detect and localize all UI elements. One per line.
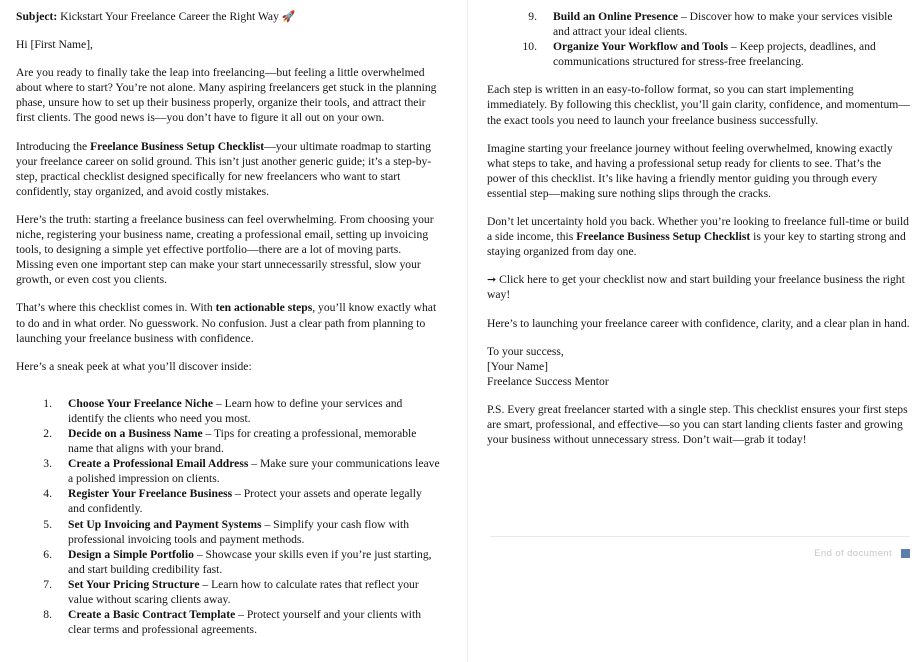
paragraph-steps-promise — [16, 300, 440, 345]
list-item-title: Build an Online Presence — [553, 10, 679, 23]
end-of-document-label: End of document — [814, 548, 892, 559]
paragraph-each-step: Each step is written in an easy-to-follow format, so you can start implementing immediately. By following this checklist, you’ll gain clarity, confidence, and momentum—the exact tools you need to launch your freelance business successfully. — [487, 83, 910, 127]
list-item-description: – Protect your assets and operate legally and confidently. — [68, 487, 422, 516]
document-footer — [490, 536, 910, 559]
list-item-description: – Discover how to make your services visible and attract your ideal clients. — [553, 10, 893, 39]
list-item-title: Create a Professional Email Address — [68, 457, 249, 471]
end-of-document-row — [490, 548, 910, 559]
paragraph-steps-pre: That’s where this checklist comes in. With — [16, 301, 216, 315]
list-item-number: 5. — [43, 517, 52, 531]
paragraph-introducing-pre: Introducing the — [16, 139, 91, 153]
list-item-number: 2. — [43, 426, 52, 440]
list-item-description: – Showcase your skills even if you’re just starting, and start building credibility fast. — [68, 547, 432, 576]
subject-line — [16, 9, 440, 24]
list-item-title: Register Your Freelance Business — [68, 487, 233, 501]
list-item-number: 7. — [43, 577, 52, 591]
paragraph-heres-to: Here’s to launching your freelance career with confidence, clarity, and a clear plan in hand. — [487, 316, 910, 330]
list-item — [16, 607, 440, 637]
list-item — [487, 39, 910, 69]
signoff-title: Freelance Success Mentor — [487, 374, 609, 388]
list-item — [16, 456, 440, 486]
paragraph-introducing-post: —your ultimate roadmap to starting your freelance career on solid ground. This isn’t just another generic guide; it’s a step-by-step, practical checklist designed specifically for new freelancers who want to start confidently, stay organized, and avoid costly mistakes. — [16, 139, 432, 198]
list-item-description: – Simplify your cash flow with professional invoicing tools and payment methods. — [68, 517, 410, 546]
ten-steps-emphasis: ten actionable steps — [215, 301, 313, 315]
signature-block — [487, 344, 910, 389]
list-item-number: 1. — [43, 396, 52, 410]
paragraph-introducing — [16, 139, 440, 199]
list-item-title: Choose Your Freelance Niche — [68, 396, 214, 410]
product-name-emphasis: Freelance Business Setup Checklist — [90, 139, 265, 153]
list-item-number: 3. — [43, 457, 52, 471]
paragraph-dont-let-pre: Don’t let uncertainty hold you back. Whether you’re looking to freelance full-time or build a side income, this — [487, 215, 909, 244]
end-of-document-marker-icon — [901, 549, 910, 558]
checklist-right — [487, 9, 910, 69]
list-item-title: Set Your Pricing Structure — [68, 577, 200, 591]
list-item-title: Organize Your Workflow and Tools — [553, 40, 729, 54]
list-item-description: – Learn how to define your services and identify the clients who need you most. — [68, 396, 403, 425]
list-item-title: Create a Basic Contract Template — [68, 608, 236, 622]
list-item-title: Set Up Invoicing and Payment Systems — [68, 517, 262, 531]
list-spacer — [16, 387, 440, 396]
list-item-description: – Make sure your communications leave a polished impression on clients. — [68, 457, 440, 486]
list-item — [16, 486, 440, 516]
subject-label: Subject: — [16, 10, 58, 23]
paragraph-imagine: Imagine starting your freelance journey without feeling overwhelmed, knowing exactly what steps to take, and having a professional setup ready for clients to see. That’s the power of this checklist. It’s like having a friendly mentor guiding you through every essential step—making sure nothing slips through the cracks. — [487, 141, 893, 200]
list-item — [16, 517, 440, 547]
list-item-number: 4. — [43, 487, 52, 501]
paragraph-steps-post: , you’ll know exactly what to do and in what order. No guesswork. No confusion. Just a clear path from planning to launching your freelance business with confidence. — [16, 301, 437, 345]
right-column — [462, 0, 924, 662]
paragraph-intro: Are you ready to finally take the leap into freelancing—but feeling a little overwhelmed about where to start? You’re not alone. Many aspiring freelancers get stuck in the planning phase, unsure how to set up their business properly, organize their tools, and attract their first clients. The good news is—you don’t have to figure it all out on your own. — [16, 66, 437, 125]
paragraph-dont-let — [487, 214, 910, 259]
footer-divider — [490, 536, 910, 537]
list-item — [16, 547, 440, 577]
list-item-number: 8. — [43, 608, 52, 622]
list-item — [16, 426, 440, 456]
list-item-description: – Learn how to calculate rates that reflect your value without scaring clients away. — [68, 577, 419, 606]
signoff-line: To your success, — [487, 344, 564, 358]
right-arrow-icon: ➞ — [487, 273, 497, 287]
list-item — [16, 577, 440, 607]
call-to-action-text: Click here to get your checklist now and start building your freelance business the right way! — [487, 273, 905, 302]
list-item-description: – Tips for creating a professional, memorable name that aligns with your brand. — [68, 426, 417, 456]
product-name-emphasis: Freelance Business Setup Checklist — [576, 230, 751, 244]
list-item-number: 6. — [43, 547, 52, 561]
list-item-title: Design a Simple Portfolio — [68, 547, 194, 561]
postscript: P.S. Every great freelancer started with a single step. This checklist ensures your first steps are smart, professional, and effective—so you can start landing clients faster and growing your business without unnecessary stress. Don’t wait—grab it today! — [487, 402, 908, 447]
call-to-action[interactable] — [487, 272, 910, 302]
list-item-description: – Protect yourself and your clients with clear terms and professional agreements. — [68, 608, 422, 637]
subject-text: Kickstart Your Freelance Career the Right Way — [57, 10, 282, 23]
greeting: Hi [First Name], — [16, 38, 93, 52]
list-item — [16, 396, 440, 426]
checklist-left — [16, 396, 440, 638]
signoff-name: [Your Name] — [487, 359, 548, 373]
list-item-number: 10. — [522, 40, 537, 54]
paragraph-sneak-peek: Here’s a sneak peek at what you’ll discover inside: — [16, 359, 252, 373]
paragraph-dont-let-post: is your key to starting strong and staying organized from day one. — [487, 230, 906, 259]
list-item-description: – Keep projects, deadlines, and communications structured for stress-free freelancing. — [553, 40, 876, 69]
list-item — [487, 9, 910, 39]
rocket-icon: 🚀 — [281, 10, 296, 23]
paragraph-truth: Here’s the truth: starting a freelance business can feel overwhelming. From choosing your niche, registering your business name, creating a professional email, setting up invoicing tools, to designing a simple yet effective portfolio—there are a lot of moving parts. Missing even one important step can make your start unnecessarily stressful, slow your growth, or even cost you clients. — [16, 212, 434, 287]
list-item-title: Decide on a Business Name — [68, 426, 203, 440]
list-item-number: 9. — [528, 10, 537, 23]
